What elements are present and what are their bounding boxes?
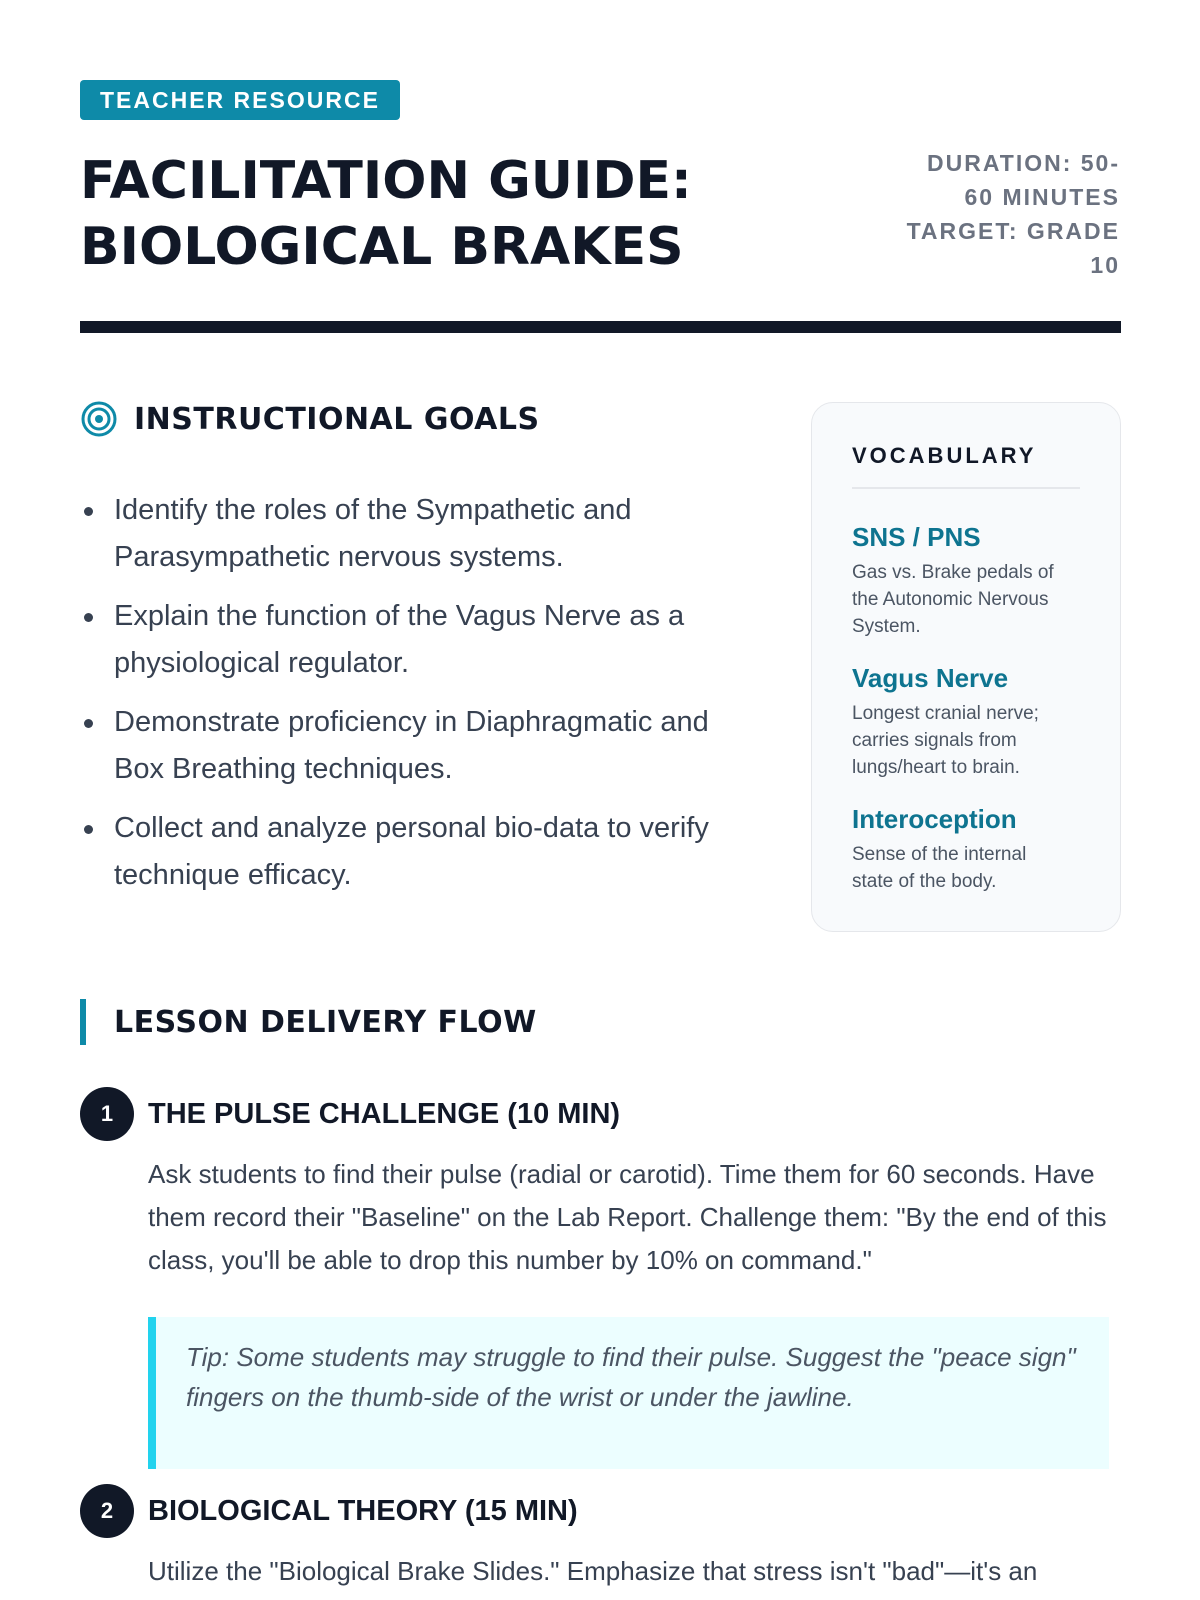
lesson-flow-header — [80, 999, 537, 1045]
bullet-icon — [84, 613, 93, 622]
step-number-badge: 1 — [80, 1087, 134, 1141]
header-divider — [80, 321, 1121, 333]
title-line-1: FACILITATION GUIDE: — [80, 151, 692, 211]
target-icon — [80, 400, 118, 438]
bullet-icon — [84, 507, 93, 516]
vocab-term — [852, 519, 1120, 640]
goal-text: Collect and analyze personal bio-data to verify technique efficacy. — [114, 812, 709, 891]
meta-line-1: DURATION: 50- — [927, 150, 1120, 176]
vocab-term-name: Vagus Nerve — [852, 663, 1009, 693]
vocab-term-name: Interoception — [852, 804, 1017, 834]
goal-text: Explain the function of the Vagus Nerve as a physiological regulator. — [114, 600, 685, 679]
lesson-meta — [890, 146, 1120, 282]
goals-list — [80, 487, 750, 911]
vocab-term-definition: Gas vs. Brake pedals of the Autonomic Nervous System. — [852, 562, 1054, 637]
meta-line-2: 60 MINUTES — [964, 184, 1120, 210]
step-body: Ask students to find their pulse (radial or carotid). Time them for 60 seconds. Have them record their "Baseline" on the Lab Report. Challenge them: "By the end of this class, you'll be able to drop this number by 10% on command." — [148, 1159, 1107, 1275]
page-title — [80, 148, 820, 280]
goal-text: Identify the roles of the Sympathetic and Parasympathetic nervous systems. — [114, 494, 632, 573]
step-body: Utilize the "Biological Brake Slides." Emphasize that stress isn't "bad"—it's an — [148, 1556, 1038, 1586]
instructional-goals-heading: INSTRUCTIONAL GOALS — [134, 401, 540, 437]
vocabulary-card — [811, 402, 1121, 932]
goal-item — [80, 699, 750, 793]
lesson-flow-heading: LESSON DELIVERY FLOW — [114, 1004, 537, 1040]
tip-callout: Tip: Some students may struggle to find their pulse. Suggest the "peace sign" fingers on the thumb-side of the wrist or under the jawline. — [148, 1317, 1109, 1469]
goal-item — [80, 487, 750, 581]
goal-item — [80, 593, 750, 687]
bullet-icon — [84, 825, 93, 834]
vocab-term — [852, 801, 1120, 895]
goal-item — [80, 805, 750, 899]
meta-line-4: 10 — [1090, 252, 1120, 278]
step-title: THE PULSE CHALLENGE (10 MIN) — [148, 1098, 621, 1130]
bullet-icon — [84, 719, 93, 728]
instructional-goals-header — [80, 400, 540, 438]
step-title: BIOLOGICAL THEORY (15 MIN) — [148, 1495, 578, 1527]
teacher-resource-badge: TEACHER RESOURCE — [80, 80, 400, 120]
step-number-badge: 2 — [80, 1484, 134, 1538]
vocab-term-definition: Sense of the internal state of the body. — [852, 844, 1027, 892]
goal-text: Demonstrate proficiency in Diaphragmatic and Box Breathing techniques. — [114, 706, 709, 785]
title-line-2: BIOLOGICAL BRAKES — [80, 217, 684, 277]
meta-line-3: TARGET: GRADE — [906, 218, 1120, 244]
vocab-term-name: SNS / PNS — [852, 522, 981, 552]
vocab-term-definition: Longest cranial nerve; carries signals from lungs/heart to brain. — [852, 703, 1039, 778]
vocab-term — [852, 660, 1120, 781]
vocabulary-title: VOCABULARY — [852, 443, 1080, 489]
